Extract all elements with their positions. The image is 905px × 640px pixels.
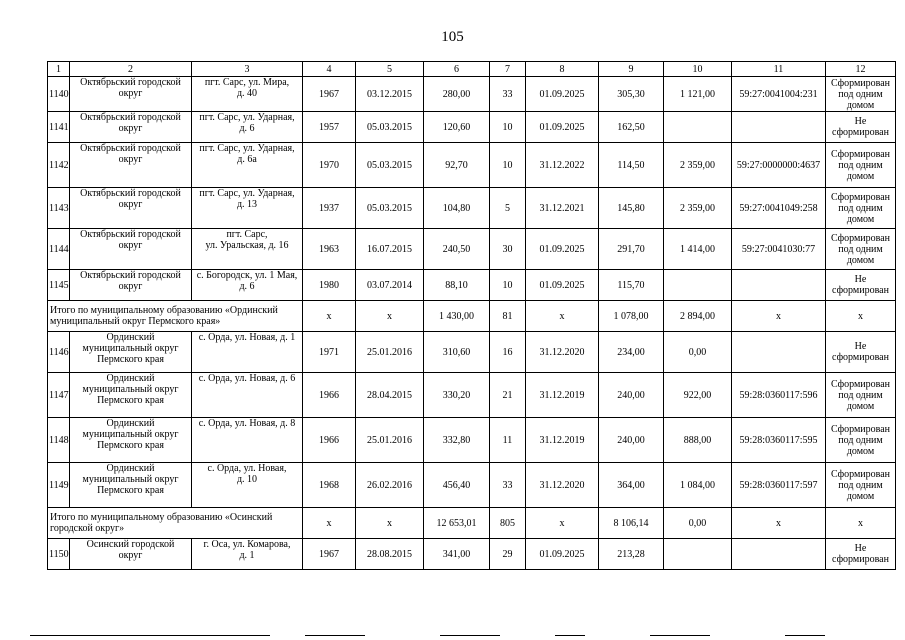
- cell-col-7: 10: [490, 270, 526, 301]
- municipality-cell: Октябрьский городской округ: [70, 143, 192, 188]
- cell-col-4: 1966: [303, 418, 356, 463]
- cell-col-12: Сформирован под одним домом: [826, 188, 896, 229]
- cell-col-4: 1968: [303, 463, 356, 508]
- cell-col-10: 922,00: [664, 373, 732, 418]
- cell-col-6: 341,00: [424, 539, 490, 570]
- cell-col-12: Не сформирован: [826, 112, 896, 143]
- cell-col-5: 16.07.2015: [356, 229, 424, 270]
- cell-col-10: 2 359,00: [664, 188, 732, 229]
- cell-col-7: 81: [490, 301, 526, 332]
- cell-col-6: 12 653,01: [424, 508, 490, 539]
- row-number: 1148: [48, 418, 70, 463]
- cell-col-9: 213,28: [599, 539, 664, 570]
- cell-col-11: x: [732, 508, 826, 539]
- municipality-cell: Ординский муниципальный округ Пермского края: [70, 418, 192, 463]
- cell-col-10: [664, 539, 732, 570]
- column-header: 7: [490, 62, 526, 77]
- footer-rule: [440, 635, 500, 636]
- subtotal-label: Итого по муниципальному образованию «Осинский городской округ»: [48, 508, 303, 539]
- row-number: 1145: [48, 270, 70, 301]
- column-header: 1: [48, 62, 70, 77]
- cell-col-12: Не сформирован: [826, 332, 896, 373]
- cell-col-8: 31.12.2022: [526, 143, 599, 188]
- cell-col-12: x: [826, 301, 896, 332]
- address-cell: пгт. Сарс, ул. Ударная, д. 6: [192, 112, 303, 143]
- cell-col-5: 03.12.2015: [356, 77, 424, 112]
- cell-col-7: 33: [490, 77, 526, 112]
- municipality-cell: Ординский муниципальный округ Пермского края: [70, 373, 192, 418]
- table-row: [48, 463, 896, 508]
- cell-col-11: x: [732, 301, 826, 332]
- cell-col-4: 1957: [303, 112, 356, 143]
- cell-col-7: 33: [490, 463, 526, 508]
- cell-col-11: [732, 270, 826, 301]
- page-number: 105: [441, 29, 464, 45]
- cell-col-10: 1 084,00: [664, 463, 732, 508]
- municipality-cell: Октябрьский городской округ: [70, 229, 192, 270]
- cell-col-8: 01.09.2025: [526, 270, 599, 301]
- cell-col-8: 31.12.2019: [526, 418, 599, 463]
- cell-col-11: 59:28:0360117:595: [732, 418, 826, 463]
- column-header: 4: [303, 62, 356, 77]
- cell-col-6: 310,60: [424, 332, 490, 373]
- cell-col-6: 240,50: [424, 229, 490, 270]
- cell-col-10: 2 894,00: [664, 301, 732, 332]
- column-header: 5: [356, 62, 424, 77]
- housing-register-table: [47, 61, 896, 570]
- cell-col-5: 28.04.2015: [356, 373, 424, 418]
- address-cell: пгт. Сарс, ул. Ударная, д. 13: [192, 188, 303, 229]
- cell-col-6: 1 430,00: [424, 301, 490, 332]
- cell-col-5: 05.03.2015: [356, 112, 424, 143]
- cell-col-11: 59:27:0041004:231: [732, 77, 826, 112]
- table-row: [48, 418, 896, 463]
- address-cell: г. Оса, ул. Комарова, д. 1: [192, 539, 303, 570]
- cell-col-5: 25.01.2016: [356, 418, 424, 463]
- footer-rule: [305, 635, 365, 636]
- cell-col-12: Не сформирован: [826, 270, 896, 301]
- cell-col-7: 10: [490, 143, 526, 188]
- cell-col-4: 1970: [303, 143, 356, 188]
- cell-col-9: 240,00: [599, 418, 664, 463]
- column-header: 10: [664, 62, 732, 77]
- cell-col-11: [732, 539, 826, 570]
- cell-col-7: 11: [490, 418, 526, 463]
- cell-col-4: 1967: [303, 539, 356, 570]
- cell-col-12: Не сформирован: [826, 539, 896, 570]
- cell-col-6: 92,70: [424, 143, 490, 188]
- address-cell: пгт. Сарс, ул. Уральская, д. 16: [192, 229, 303, 270]
- cell-col-4: x: [303, 508, 356, 539]
- cell-col-8: 01.09.2025: [526, 77, 599, 112]
- cell-col-7: 21: [490, 373, 526, 418]
- column-number-row: [48, 62, 896, 77]
- cell-col-9: 114,50: [599, 143, 664, 188]
- cell-col-11: [732, 112, 826, 143]
- cell-col-5: 26.02.2016: [356, 463, 424, 508]
- cell-col-9: 145,80: [599, 188, 664, 229]
- cell-col-5: 05.03.2015: [356, 188, 424, 229]
- cell-col-9: 8 106,14: [599, 508, 664, 539]
- cell-col-12: Сформирован под одним домом: [826, 418, 896, 463]
- cell-col-4: 1963: [303, 229, 356, 270]
- municipality-cell: Октябрьский городской округ: [70, 270, 192, 301]
- cell-col-4: 1980: [303, 270, 356, 301]
- table-row: [48, 112, 896, 143]
- row-number: 1142: [48, 143, 70, 188]
- cell-col-10: 888,00: [664, 418, 732, 463]
- cell-col-12: Сформирован под одним домом: [826, 373, 896, 418]
- cell-col-7: 10: [490, 112, 526, 143]
- address-cell: пгт. Сарс, ул. Ударная, д. 6а: [192, 143, 303, 188]
- table-row: [48, 332, 896, 373]
- cell-col-12: x: [826, 508, 896, 539]
- cell-col-11: 59:27:0000000:4637: [732, 143, 826, 188]
- cell-col-8: 31.12.2020: [526, 332, 599, 373]
- cell-col-5: 03.07.2014: [356, 270, 424, 301]
- row-number: 1144: [48, 229, 70, 270]
- row-number: 1147: [48, 373, 70, 418]
- cell-col-7: 30: [490, 229, 526, 270]
- row-number: 1146: [48, 332, 70, 373]
- cell-col-11: 59:28:0360117:596: [732, 373, 826, 418]
- address-cell: пгт. Сарс, ул. Мира, д. 40: [192, 77, 303, 112]
- footer-rule: [650, 635, 710, 636]
- row-number: 1140: [48, 77, 70, 112]
- address-cell: с. Орда, ул. Новая, д. 8: [192, 418, 303, 463]
- table-row: [48, 77, 896, 112]
- table-row: [48, 188, 896, 229]
- cell-col-12: Сформирован под одним домом: [826, 229, 896, 270]
- column-header: 6: [424, 62, 490, 77]
- table-row: [48, 229, 896, 270]
- row-number: 1149: [48, 463, 70, 508]
- cell-col-8: 31.12.2020: [526, 463, 599, 508]
- cell-col-11: 59:28:0360117:597: [732, 463, 826, 508]
- cell-col-9: 291,70: [599, 229, 664, 270]
- cell-col-12: Сформирован под одним домом: [826, 77, 896, 112]
- cell-col-6: 120,60: [424, 112, 490, 143]
- cell-col-11: 59:27:0041049:258: [732, 188, 826, 229]
- footer-rule: [785, 635, 825, 636]
- cell-col-11: 59:27:0041030:77: [732, 229, 826, 270]
- cell-col-12: Сформирован под одним домом: [826, 143, 896, 188]
- cell-col-8: x: [526, 301, 599, 332]
- table-row: [48, 373, 896, 418]
- row-number: 1141: [48, 112, 70, 143]
- column-header: 9: [599, 62, 664, 77]
- municipality-cell: Осинский городской округ: [70, 539, 192, 570]
- cell-col-6: 456,40: [424, 463, 490, 508]
- address-cell: с. Богородск, ул. 1 Мая, д. 6: [192, 270, 303, 301]
- cell-col-8: 31.12.2021: [526, 188, 599, 229]
- cell-col-9: 115,70: [599, 270, 664, 301]
- column-header: 2: [70, 62, 192, 77]
- cell-col-10: [664, 112, 732, 143]
- cell-col-6: 330,20: [424, 373, 490, 418]
- row-number: 1143: [48, 188, 70, 229]
- subtotal-row: [48, 508, 896, 539]
- table-row: [48, 539, 896, 570]
- cell-col-5: x: [356, 301, 424, 332]
- cell-col-4: x: [303, 301, 356, 332]
- column-header: 3: [192, 62, 303, 77]
- cell-col-11: [732, 332, 826, 373]
- municipality-cell: Ординский муниципальный округ Пермского края: [70, 463, 192, 508]
- cell-col-8: 01.09.2025: [526, 112, 599, 143]
- column-header: 11: [732, 62, 826, 77]
- footer-rule: [30, 635, 270, 636]
- cell-col-6: 332,80: [424, 418, 490, 463]
- table-row: [48, 143, 896, 188]
- cell-col-9: 240,00: [599, 373, 664, 418]
- cell-col-7: 805: [490, 508, 526, 539]
- municipality-cell: Октябрьский городской округ: [70, 112, 192, 143]
- cell-col-5: x: [356, 508, 424, 539]
- cell-col-10: 0,00: [664, 332, 732, 373]
- cell-col-4: 1967: [303, 77, 356, 112]
- cell-col-10: 0,00: [664, 508, 732, 539]
- table-row: [48, 270, 896, 301]
- address-cell: с. Орда, ул. Новая, д. 10: [192, 463, 303, 508]
- cell-col-9: 364,00: [599, 463, 664, 508]
- footer-rule: [555, 635, 585, 636]
- cell-col-6: 104,80: [424, 188, 490, 229]
- cell-col-8: 31.12.2019: [526, 373, 599, 418]
- cell-col-8: 01.09.2025: [526, 539, 599, 570]
- cell-col-5: 25.01.2016: [356, 332, 424, 373]
- cell-col-7: 29: [490, 539, 526, 570]
- cell-col-7: 16: [490, 332, 526, 373]
- cell-col-12: Сформирован под одним домом: [826, 463, 896, 508]
- cell-col-4: 1937: [303, 188, 356, 229]
- column-header: 8: [526, 62, 599, 77]
- cell-col-9: 1 078,00: [599, 301, 664, 332]
- register-body: [48, 77, 896, 570]
- cell-col-9: 162,50: [599, 112, 664, 143]
- cell-col-10: 2 359,00: [664, 143, 732, 188]
- cell-col-6: 88,10: [424, 270, 490, 301]
- cell-col-4: 1971: [303, 332, 356, 373]
- municipality-cell: Октябрьский городской округ: [70, 188, 192, 229]
- cell-col-9: 305,30: [599, 77, 664, 112]
- cell-col-10: 1 121,00: [664, 77, 732, 112]
- subtotal-row: [48, 301, 896, 332]
- address-cell: с. Орда, ул. Новая, д. 1: [192, 332, 303, 373]
- column-header: 12: [826, 62, 896, 77]
- subtotal-label: Итого по муниципальному образованию «Ординский муниципальный округ Пермского края»: [48, 301, 303, 332]
- cell-col-10: [664, 270, 732, 301]
- cell-col-8: x: [526, 508, 599, 539]
- address-cell: с. Орда, ул. Новая, д. 6: [192, 373, 303, 418]
- cell-col-5: 28.08.2015: [356, 539, 424, 570]
- row-number: 1150: [48, 539, 70, 570]
- cell-col-6: 280,00: [424, 77, 490, 112]
- cell-col-10: 1 414,00: [664, 229, 732, 270]
- municipality-cell: Октябрьский городской округ: [70, 77, 192, 112]
- cell-col-9: 234,00: [599, 332, 664, 373]
- municipality-cell: Ординский муниципальный округ Пермского края: [70, 332, 192, 373]
- cell-col-8: 01.09.2025: [526, 229, 599, 270]
- cell-col-5: 05.03.2015: [356, 143, 424, 188]
- cell-col-4: 1966: [303, 373, 356, 418]
- cell-col-7: 5: [490, 188, 526, 229]
